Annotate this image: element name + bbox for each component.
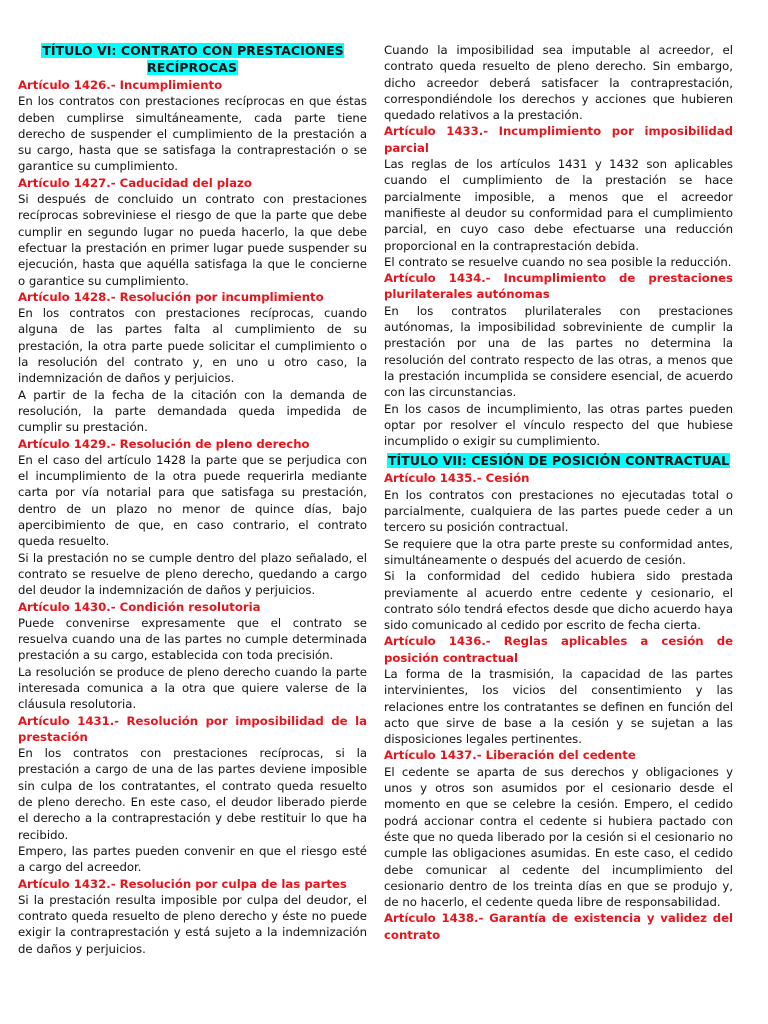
article-paragraph: En los contratos con prestaciones recíprocas, cuando alguna de las partes falta al cumplimiento de su prestación, la otra parte puede solicitar el cumplimiento o la resolución del contrato y, en uno u otro caso, la indemnización de daños y perjuicios. bbox=[18, 306, 367, 386]
article-paragraph: En los contratos con prestaciones recíprocas en que éstas deben cumplirse simultáneamente, cada parte tiene derecho de suspender el cumplimiento de la prestación a su cargo, hasta que se satisfaga la contraprestación o se garantice su cumplimiento. bbox=[18, 94, 367, 174]
article-heading: Artículo 1432.- Resolución por culpa de las partes bbox=[18, 876, 347, 891]
article-heading: Artículo 1429.- Resolución de pleno derecho bbox=[18, 436, 310, 451]
article-heading: Artículo 1437.- Liberación del cedente bbox=[384, 748, 636, 763]
article-heading: Artículo 1430.- Condición resolutoria bbox=[18, 599, 261, 614]
article-heading: Artículo 1436.- Reglas aplicables a cesión de posición contractual bbox=[384, 634, 733, 665]
article-paragraph: Cuando la imposibilidad sea imputable al acreedor, el contrato queda resuelto de pleno derecho. Sin embargo, dicho acreedor deberá satisfacer la contraprestación, correspondiéndole los derechos y acciones que hubieren quedado relativos a la prestación. bbox=[384, 43, 733, 123]
right-sections-b bbox=[384, 470, 733, 943]
article-heading: Artículo 1427.- Caducidad del plazo bbox=[18, 175, 252, 190]
article-paragraph: En el caso del artículo 1428 la parte que se perjudica con el incumplimiento de la otra puede requerirla mediante carta por vía notarial para que satisfaga su prestación, dentro de un plazo no menor de quince días, bajo apercibimiento de que, en caso contrario, el contrato queda resuelto. bbox=[18, 452, 367, 549]
right-column bbox=[384, 42, 733, 943]
article-paragraph: Si la conformidad del cedido hubiera sido prestada previamente al acuerdo entre cedente y cesionario, el contrato sólo tendrá efectos desde que dicho acuerdo haya sido comunicado al cedido por escrito de fecha cierta. bbox=[384, 569, 733, 633]
article-paragraph: La forma de la trasmisión, la capacidad de las partes intervinientes, los vicios del consentimiento y las relaciones entre los contratantes se definen en función del acto que sirve de base a la cesión y se sujetan a las disposiciones legales pertinentes. bbox=[384, 666, 733, 747]
article-paragraph: Se requiere que la otra parte preste su conformidad antes, simultáneamente o después del acuerdo de cesión. bbox=[384, 536, 733, 567]
left-sections bbox=[18, 77, 367, 957]
article-heading: Artículo 1433.- Incumplimiento por imposibilidad parcial bbox=[384, 124, 733, 155]
left-column bbox=[18, 42, 367, 957]
right-intro bbox=[384, 42, 733, 123]
article-heading: Artículo 1435.- Cesión bbox=[384, 471, 530, 486]
title-vii: TÍTULO VII: CESIÓN DE POSICIÓN CONTRACTUAL bbox=[387, 453, 730, 469]
article-paragraph: El cedente se aparta de sus derechos y obligaciones y unos y otros son asumidos por el cesionario desde el momento en que se celebre la cesión. Empero, el cedido podrá accionar contra el cedente si hubiera pactado con éste que no queda liberado por la cesión si el cesionario no cumple las obligaciones asumidas. En este caso, el cedido debe comunicar al cedente del incumplimiento del cesionario dentro de los treinta días en que se produjo y, de no hacerlo, el cedente queda libre de responsabilidad. bbox=[384, 764, 733, 910]
article-paragraph: A partir de la fecha de la citación con la demanda de resolución, la parte demandada queda impedida de cumplir su prestación. bbox=[18, 387, 367, 435]
article-heading: Artículo 1438.- Garantía de existencia y validez del contrato bbox=[384, 911, 733, 942]
article-paragraph: Si después de concluido un contrato con prestaciones recíprocas sobreviniese el riesgo de que la parte que debe cumplir en segundo lugar no pueda hacerlo, la que debe efectuar la prestación en primer lugar puede suspender su ejecución, hasta que aquélla satisfaga la que le concierne o garantice su cumplimiento. bbox=[18, 192, 367, 288]
article-heading: Artículo 1428.- Resolución por incumplimiento bbox=[18, 289, 324, 304]
article-paragraph: Si la prestación resulta imposible por culpa del deudor, el contrato queda resuelto de pleno derecho y éste no puede exigir la contraprestación y está sujeto a la indemnización de daños y perjuicios. bbox=[18, 892, 367, 956]
title-vi: TÍTULO VI: CONTRATO CON PRESTACIONES RECÍPROCAS bbox=[42, 43, 344, 75]
article-paragraph: En los contratos con prestaciones recíprocas, si la prestación a cargo de una de las partes deviene imposible sin culpa de los contratantes, el contrato queda resuelto de pleno derecho. En este caso, el deudor liberado pierde el derecho a la contraprestación y debe restituir lo que ha recibido. bbox=[18, 746, 367, 842]
article-heading: Artículo 1434.- Incumplimiento de prestaciones plurilaterales autónomas bbox=[384, 271, 733, 302]
article-paragraph: Empero, las partes pueden convenir en que el riesgo esté a cargo del acreedor. bbox=[18, 843, 367, 875]
article-paragraph: En los casos de incumplimiento, las otras partes pueden optar por resolver el vínculo respecto del que hubiese incumplido o exigir su cumplimiento. bbox=[384, 401, 733, 449]
article-paragraph: Las reglas de los artículos 1431 y 1432 son aplicables cuando el cumplimiento de la prestación se hace parcialmente imposible, a menos que el acreedor manifieste al deudor su conformidad para el cumplimiento parcial, en cuyo caso debe efectuarse una reducción proporcional en la contraprestación debida. bbox=[384, 157, 733, 253]
article-paragraph: Si la prestación no se cumple dentro del plazo señalado, el contrato se resuelve de pleno derecho, quedando a cargo del deudor la indemnización de daños y perjuicios. bbox=[18, 550, 367, 598]
article-heading: Artículo 1426.- Incumplimiento bbox=[18, 78, 223, 92]
article-paragraph: En los contratos con prestaciones no ejecutadas total o parcialmente, cualquiera de las partes puede ceder a un tercero su posición contractual. bbox=[384, 487, 733, 535]
right-sections-a bbox=[384, 123, 733, 449]
article-paragraph: Puede convenirse expresamente que el contrato se resuelva cuando una de las partes no cumple determinada prestación a su cargo, establecida con toda precisión. bbox=[18, 615, 367, 663]
article-paragraph: En los contratos plurilaterales con prestaciones autónomas, la imposibilidad sobreviniente de cumplir la prestación por una de las partes no determina la resolución del contrato respecto de las otras, a menos que la prestación incumplida se considere esencial, de acuerdo con las circunstancias. bbox=[384, 303, 733, 400]
article-paragraph: La resolución se produce de pleno derecho cuando la parte interesada comunica a la otra que quiere valerse de la cláusula resolutoria. bbox=[18, 664, 367, 712]
article-paragraph: El contrato se resuelve cuando no sea posible la reducción. bbox=[384, 254, 732, 269]
article-heading: Artículo 1431.- Resolución por imposibilidad de la prestación bbox=[18, 713, 367, 744]
